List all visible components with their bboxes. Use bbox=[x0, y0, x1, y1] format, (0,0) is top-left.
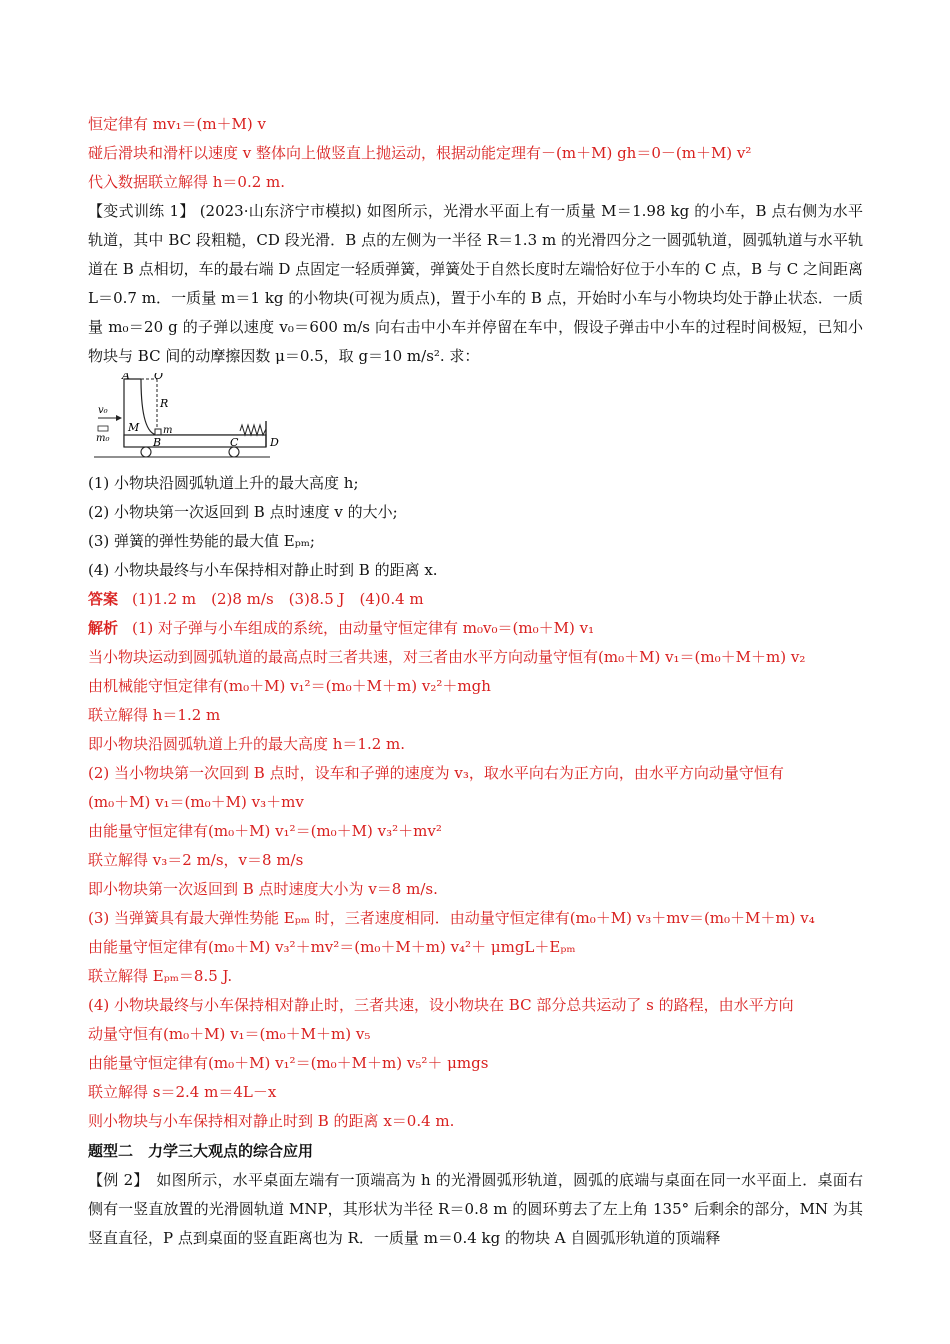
answer-label: 答案 bbox=[88, 590, 119, 608]
cart-diagram bbox=[94, 373, 863, 465]
label-D: D bbox=[270, 436, 279, 449]
label-v0: v₀ bbox=[98, 405, 108, 416]
arc-track bbox=[141, 379, 157, 435]
label-B: B bbox=[153, 436, 162, 449]
solution-label: 解析 bbox=[88, 619, 119, 637]
label-M: M bbox=[128, 421, 140, 434]
small-block bbox=[155, 429, 161, 435]
solution-line: (2) 当小物块第一次回到 B 点时，设车和子弹的速度为 v₃，取水平向右为正方向，由水平方向动量守恒有 bbox=[88, 764, 784, 782]
solution-text: (1) 对子弹与小车组成的系统，由动量守恒定律有 m₀v₀＝(m₀＋M) v₁ bbox=[132, 619, 595, 637]
question-item: (3) 弹簧的弹性势能的最大值 Eₚₘ; bbox=[88, 532, 315, 550]
label-A: A bbox=[122, 373, 130, 382]
solution-line: (3) 当弹簧具有最大弹性势能 Eₚₘ 时，三者速度相同．由动量守恒定律有(m₀＋M) v₃＋mv＝(m₀＋M＋m) v₄ bbox=[88, 909, 815, 927]
section-heading: 题型二 力学三大观点的综合应用 bbox=[88, 1142, 314, 1160]
bullet bbox=[98, 426, 108, 431]
solution-line: 联立解得 Eₚₘ＝8.5 J. bbox=[88, 967, 233, 985]
problem-paragraph: 【变式训练 1】 (2023·山东济宁市模拟) 如图所示，光滑水平面上有一质量 M＝1.98 kg 的小车，B 点右侧为水平轨道，其中 BC 段粗糙，CD 段光滑．B 点的左侧为一半径 R＝1.3 m 的光滑四分之一圆弧轨道，圆弧轨道与水平轨道在 B 点相切，车的最右端 D 点固定一轻质弹簧，弹簧处于自然长度时左端恰好位于小车的 C 点，B 与 C 之间距离 L＝0.7 m．一质量 m＝1 kg 的小物块(可视为质点)，置于小车的 B 点，开始时小车与小物块均处于静止状态．一质量 m₀＝20 g 的子弹以速度 v₀＝600 m/s 向右击中小车并停留在车中，假设子弹击中小车的过程时间极短，已知小物块与 BC 间的动摩擦因数 μ＝0.5，取 g＝10 m/s². 求： bbox=[88, 202, 863, 365]
question-item: (2) 小物块第一次返回到 B 点时速度 v 的大小; bbox=[88, 503, 398, 521]
text-line: 代入数据联立解得 h＝0.2 m. bbox=[88, 173, 286, 191]
question-item: (1) 小物块沿圆弧轨道上升的最大高度 h; bbox=[88, 474, 359, 492]
label-R: R bbox=[160, 397, 169, 410]
solution-line: 联立解得 h＝1.2 m bbox=[88, 706, 221, 724]
solution-line: (m₀＋M) v₁＝(m₀＋M) v₃＋mv bbox=[88, 793, 304, 811]
solution-line: 则小物块与小车保持相对静止时到 B 的距离 x＝0.4 m. bbox=[88, 1112, 455, 1130]
solution-line: 当小物块运动到圆弧轨道的最高点时三者共速，对三者由水平方向动量守恒有(m₀＋M) v₁＝(m₀＋M＋m) v₂ bbox=[88, 648, 806, 666]
document-page bbox=[88, 110, 863, 1253]
solution-line: 联立解得 s＝2.4 m＝4L－x bbox=[88, 1083, 277, 1101]
solution-line: 即小物块沿圆弧轨道上升的最大高度 h＝1.2 m. bbox=[88, 735, 406, 753]
label-C: C bbox=[230, 436, 239, 449]
cart-body bbox=[124, 435, 266, 447]
text-line: 恒定律有 mv₁＝(m＋M) v bbox=[88, 115, 267, 133]
arrow-head bbox=[116, 415, 122, 421]
label-O: O bbox=[154, 373, 164, 382]
question-item: (4) 小物块最终与小车保持相对静止时到 B 的距离 x. bbox=[88, 561, 438, 579]
example-paragraph: 【例 2】 如图所示，水平桌面左端有一顶端高为 h 的光滑圆弧形轨道，圆弧的底端与桌面在同一水平面上．桌面右侧有一竖直放置的光滑圆轨道 MNP，其形状为半径 R＝0.8 m 的圆环剪去了左上角 135° 后剩余的部分，MN 为其竖直直径，P 点到桌面的竖直距离也为 R．一质量 m＝0.4 kg 的物块 A 自圆弧形轨道的顶端释 bbox=[88, 1171, 863, 1247]
text-line: 碰后滑块和滑杆以速度 v 整体向上做竖直上抛运动，根据动能定理有－(m＋M) gh＝0－(m＋M) v² bbox=[88, 144, 752, 162]
solution-line: (4) 小物块最终与小车保持相对静止时，三者共速，设小物块在 BC 部分总共运动了 s 的路程，由水平方向 bbox=[88, 996, 794, 1014]
solution-line: 联立解得 v₃＝2 m/s，v＝8 m/s bbox=[88, 851, 304, 869]
label-m: m bbox=[163, 425, 173, 436]
solution-line: 即小物块第一次返回到 B 点时速度大小为 v＝8 m/s. bbox=[88, 880, 438, 898]
spring bbox=[240, 425, 266, 435]
solution-first-line bbox=[88, 614, 863, 643]
solution-line: 由能量守恒定律有(m₀＋M) v₁²＝(m₀＋M＋m) v₅²＋ μmgs bbox=[88, 1054, 489, 1072]
solution-line: 动量守恒有(m₀＋M) v₁＝(m₀＋M＋m) v₅ bbox=[88, 1025, 371, 1043]
answer-text: (1)1.2 m (2)8 m/s (3)8.5 J (4)0.4 m bbox=[132, 590, 424, 608]
label-m0: m₀ bbox=[96, 433, 110, 444]
solution-line: 由能量守恒定律有(m₀＋M) v₃²＋mv²＝(m₀＋M＋m) v₄²＋ μmgL＋Eₚₘ bbox=[88, 938, 576, 956]
answer-line bbox=[88, 585, 863, 614]
solution-line: 由机械能守恒定律有(m₀＋M) v₁²＝(m₀＋M＋m) v₂²＋mgh bbox=[88, 677, 491, 695]
wheel-left bbox=[141, 447, 151, 457]
cart-figure bbox=[94, 373, 294, 465]
solution-line: 由能量守恒定律有(m₀＋M) v₁²＝(m₀＋M) v₃²＋mv² bbox=[88, 822, 442, 840]
